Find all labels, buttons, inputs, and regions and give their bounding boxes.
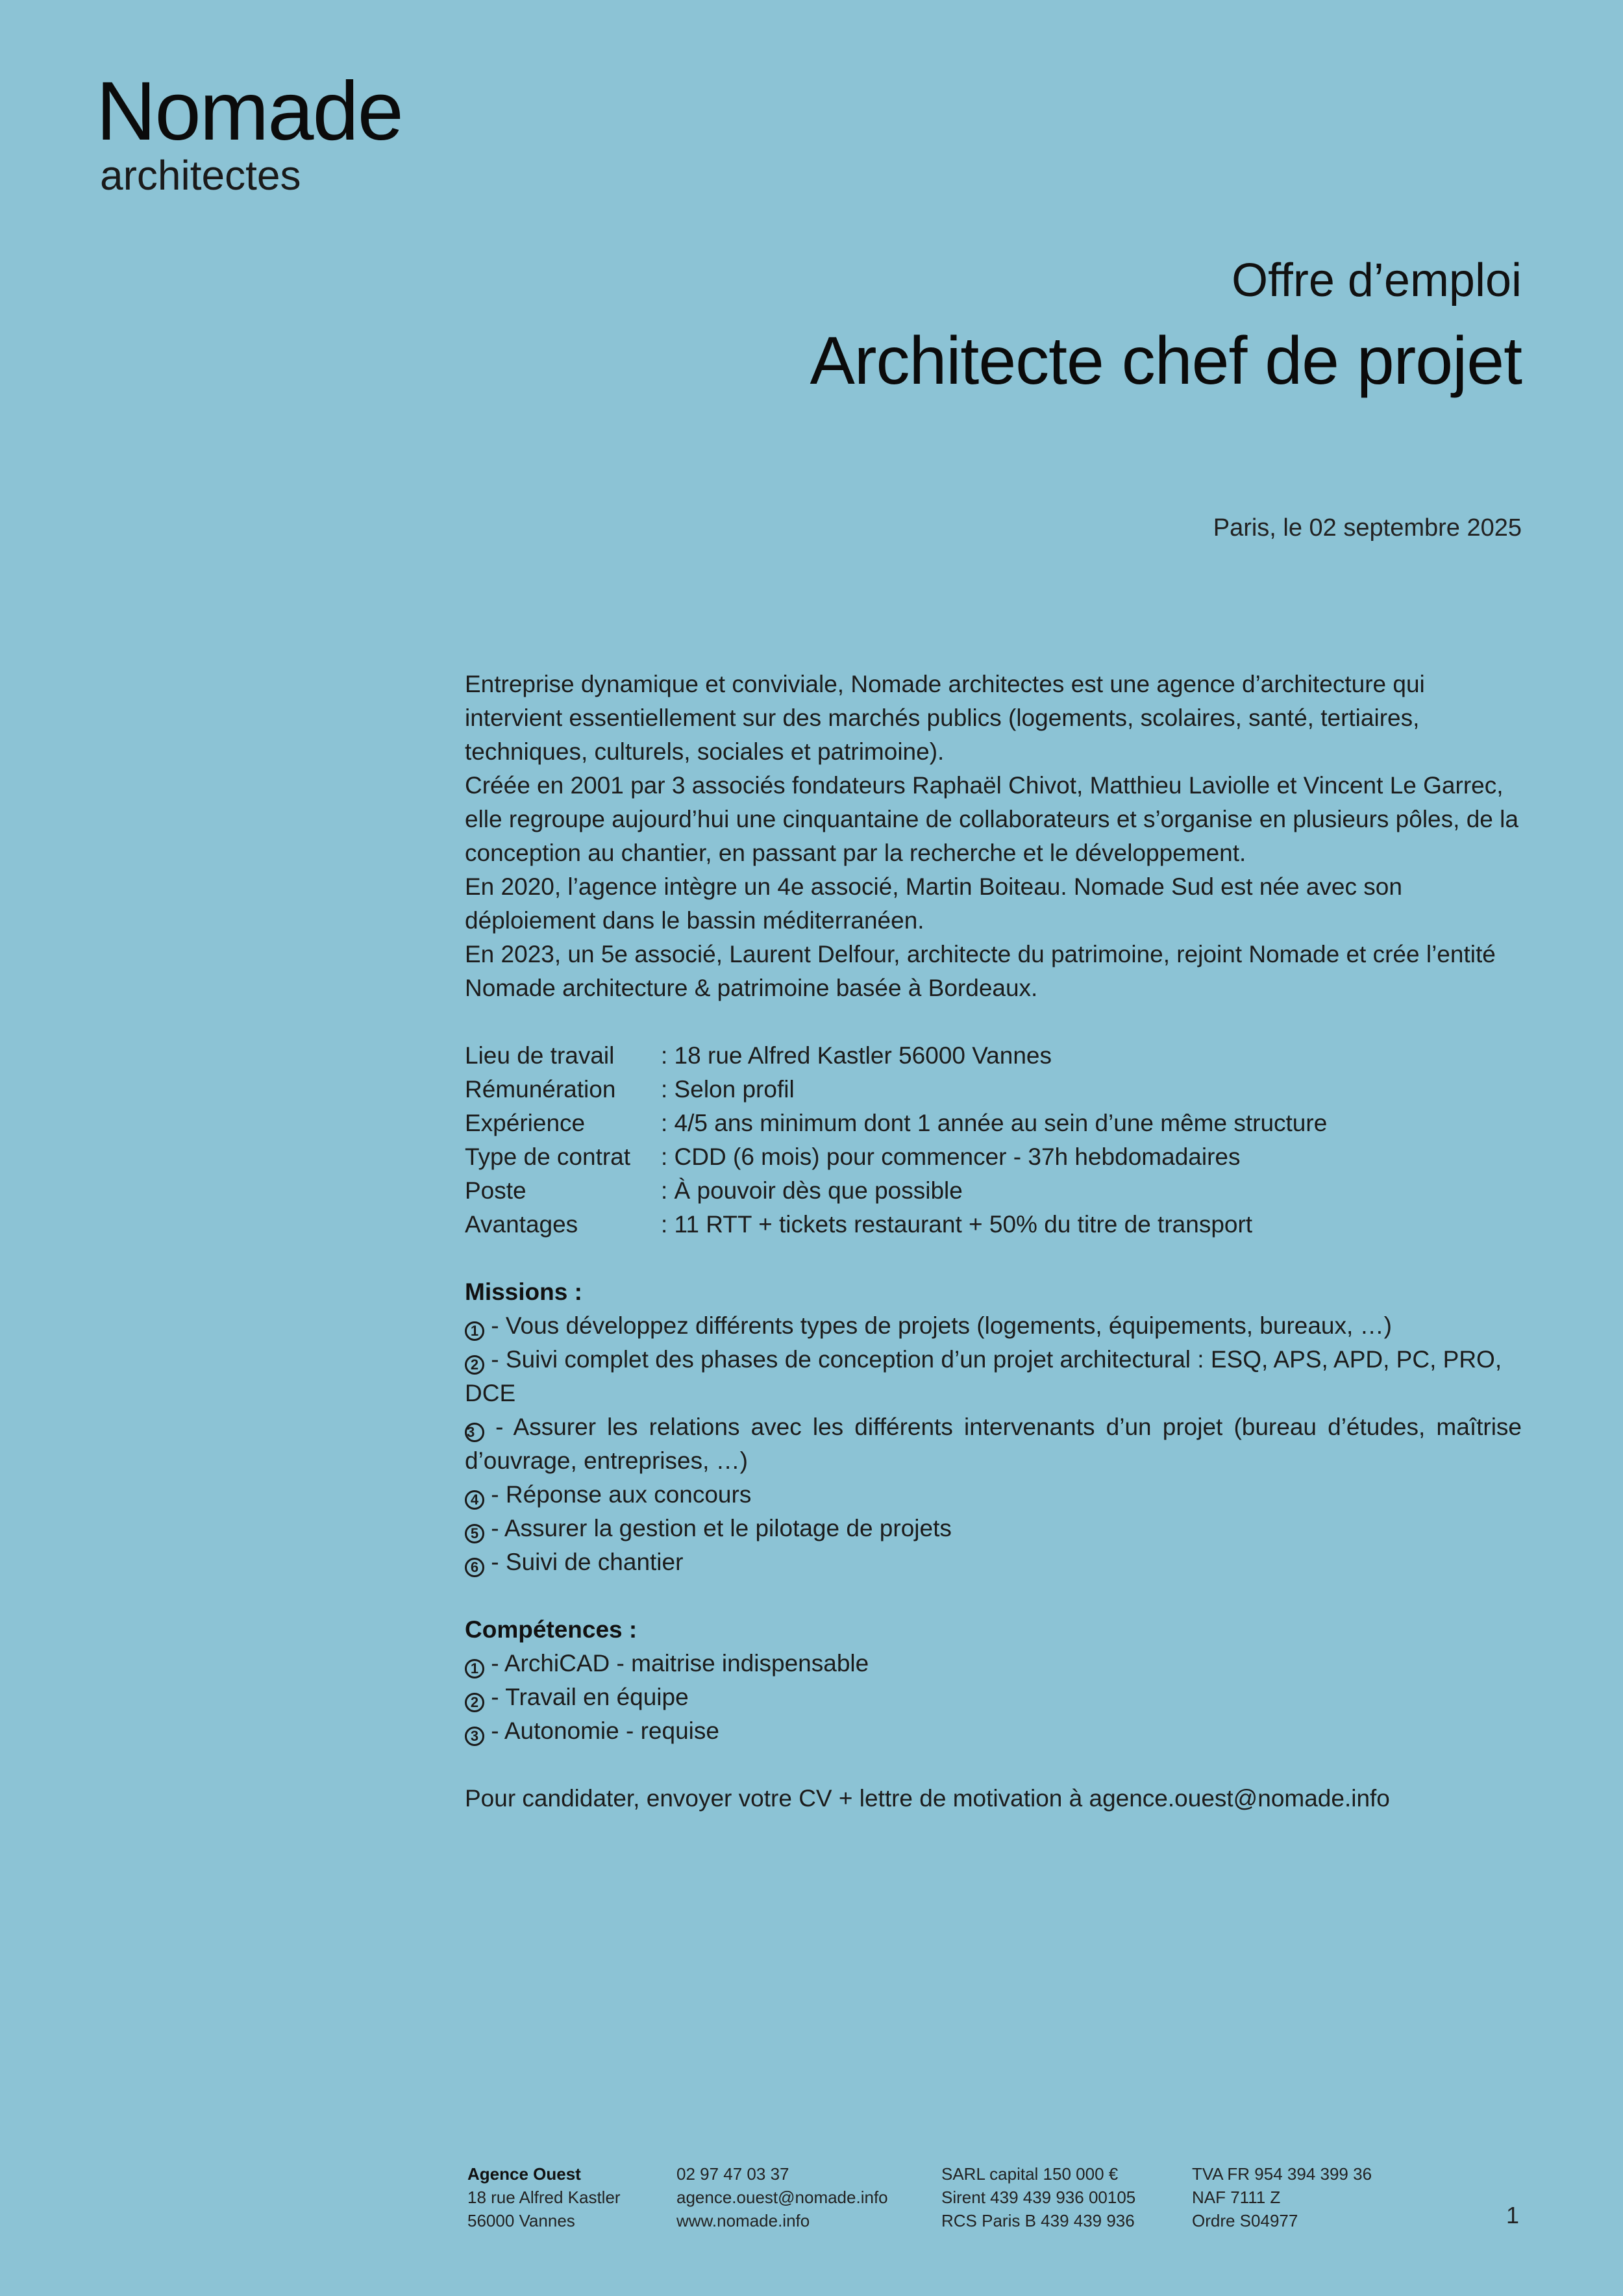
detail-label: Lieu de travail	[465, 1042, 615, 1069]
circled-number-icon: 2	[465, 1355, 484, 1375]
mission-text: - Suivi complet des phases de conception d’un projet architectural : ESQ, APS, APD, PC, PRO, DCE	[465, 1346, 1502, 1406]
competence-text: - Travail en équipe	[484, 1684, 689, 1710]
competence-item	[465, 1714, 1522, 1748]
detail-value: : 18 rue Alfred Kastler 56000 Vannes	[661, 1042, 1052, 1069]
detail-row	[465, 1073, 1522, 1106]
competence-item	[465, 1647, 1522, 1680]
capital: SARL capital 150 000 €	[941, 2164, 1119, 2184]
job-title: Architecte chef de projet	[810, 323, 1522, 399]
detail-value: : 11 RTT + tickets restaurant + 50% du titre de transport	[661, 1211, 1253, 1238]
intro-paragraph: En 2020, l’agence intègre un 4e associé, Martin Boiteau. Nomade Sud est née avec son déploiement dans le bassin méditerranéen.	[465, 873, 1402, 934]
intro-paragraph: En 2023, un 5e associé, Laurent Delfour, architecte du patrimoine, rejoint Nomade et crée l’entité Nomade architecture & patrimoine basée à Bordeaux.	[465, 941, 1496, 1001]
competence-item	[465, 1680, 1522, 1714]
detail-label: Rémunération	[465, 1076, 616, 1103]
mission-item	[465, 1478, 1522, 1512]
circled-number-icon: 2	[465, 1693, 484, 1712]
tva: TVA FR 954 394 399 36	[1192, 2164, 1372, 2184]
mission-item	[465, 1545, 1522, 1579]
competences-section	[465, 1613, 1522, 1748]
circled-number-icon: 3	[465, 1727, 484, 1746]
spacer	[465, 1748, 1522, 1782]
mission-text: - Assurer les relations avec les différents intervenants d’un projet (bureau d’études, maîtrise d’ouvrage, entreprises, …)	[465, 1414, 1522, 1474]
detail-row	[465, 1208, 1522, 1242]
siret: Sirent 439 439 936 00105	[941, 2188, 1136, 2207]
mission-item	[465, 1309, 1522, 1343]
mission-item	[465, 1512, 1522, 1545]
intro-section	[465, 668, 1522, 1005]
mission-item	[465, 1410, 1522, 1478]
header	[810, 255, 1522, 399]
spacer	[465, 1005, 1522, 1039]
phone-number: 02 97 47 03 37	[676, 2164, 789, 2184]
footer-agency	[467, 2162, 621, 2232]
logo	[96, 65, 403, 199]
agency-name: Agence Ouest	[467, 2164, 581, 2184]
mission-text: - Réponse aux concours	[484, 1481, 752, 1508]
mission-text: - Suivi de chantier	[484, 1549, 684, 1575]
footer-contact	[676, 2162, 888, 2232]
detail-label: Avantages	[465, 1211, 578, 1238]
spacer	[465, 1579, 1522, 1613]
detail-value: : Selon profil	[661, 1076, 795, 1103]
competences-title: Compétences :	[465, 1616, 638, 1643]
ordre: Ordre S04977	[1192, 2211, 1298, 2230]
detail-row	[465, 1039, 1522, 1073]
logo-subtitle: architectes	[100, 152, 301, 199]
detail-label: Expérience	[465, 1110, 586, 1136]
detail-value: : 4/5 ans minimum dont 1 année au sein d’une même structure	[661, 1110, 1328, 1136]
circled-number-icon: 4	[465, 1490, 484, 1510]
page-number: 1	[1505, 2202, 1519, 2228]
detail-value: : À pouvoir dès que possible	[661, 1177, 963, 1204]
spacer	[465, 1242, 1522, 1275]
detail-label: Type de contrat	[465, 1143, 631, 1170]
mission-text: - Vous développez différents types de projets (logements, équipements, bureaux, …)	[484, 1312, 1392, 1339]
competence-text: - Autonomie - requise	[484, 1717, 719, 1744]
apply-instructions: Pour candidater, envoyer votre CV + lettre de motivation à agence.ouest@nomade.info	[465, 1785, 1390, 1812]
rcs: RCS Paris B 439 439 936	[941, 2211, 1135, 2230]
document-date: Paris, le 02 septembre 2025	[1213, 514, 1522, 542]
naf: NAF 7111 Z	[1192, 2188, 1281, 2207]
missions-title: Missions :	[465, 1279, 582, 1305]
website: www.nomade.info	[676, 2211, 810, 2230]
footer-legal	[941, 2162, 1135, 2232]
circled-number-icon: 3	[465, 1423, 484, 1442]
detail-label: Poste	[465, 1177, 527, 1204]
circled-number-icon: 1	[465, 1659, 484, 1678]
mission-text: - Assurer la gestion et le pilotage de projets	[484, 1515, 952, 1541]
email-address: agence.ouest@nomade.info	[676, 2188, 888, 2207]
offer-label: Offre d’emploi	[1232, 255, 1522, 306]
detail-row	[465, 1106, 1522, 1140]
agency-city: 56000 Vannes	[467, 2211, 575, 2230]
main-content	[465, 668, 1522, 1816]
missions-section	[465, 1275, 1522, 1579]
circled-number-icon: 5	[465, 1524, 484, 1543]
agency-street: 18 rue Alfred Kastler	[467, 2188, 621, 2207]
logo-name: Nomade	[96, 65, 403, 158]
footer-tax	[1192, 2162, 1372, 2232]
mission-item	[465, 1343, 1522, 1410]
circled-number-icon: 6	[465, 1558, 484, 1577]
intro-paragraph: Créée en 2001 par 3 associés fondateurs Raphaël Chivot, Matthieu Laviolle et Vincent Le Garrec, elle regroupe aujourd’hui une cinquantaine de collaborateurs et s’organise en plusieurs pôles, de la conception au chantier, en passant par la recherche et le développement.	[465, 772, 1518, 866]
detail-value: : CDD (6 mois) pour commencer - 37h hebdomadaires	[661, 1143, 1241, 1170]
job-details	[465, 1039, 1522, 1242]
competence-text: - ArchiCAD - maitrise indispensable	[484, 1650, 869, 1677]
intro-paragraph: Entreprise dynamique et conviviale, Nomade architectes est une agence d’architecture qui intervient essentiellement sur des marchés publics (logements, scolaires, santé, tertiaires, techniques, culturels, sociales et patrimoine).	[465, 671, 1425, 765]
circled-number-icon: 1	[465, 1321, 484, 1341]
detail-row	[465, 1174, 1522, 1208]
detail-row	[465, 1140, 1522, 1174]
